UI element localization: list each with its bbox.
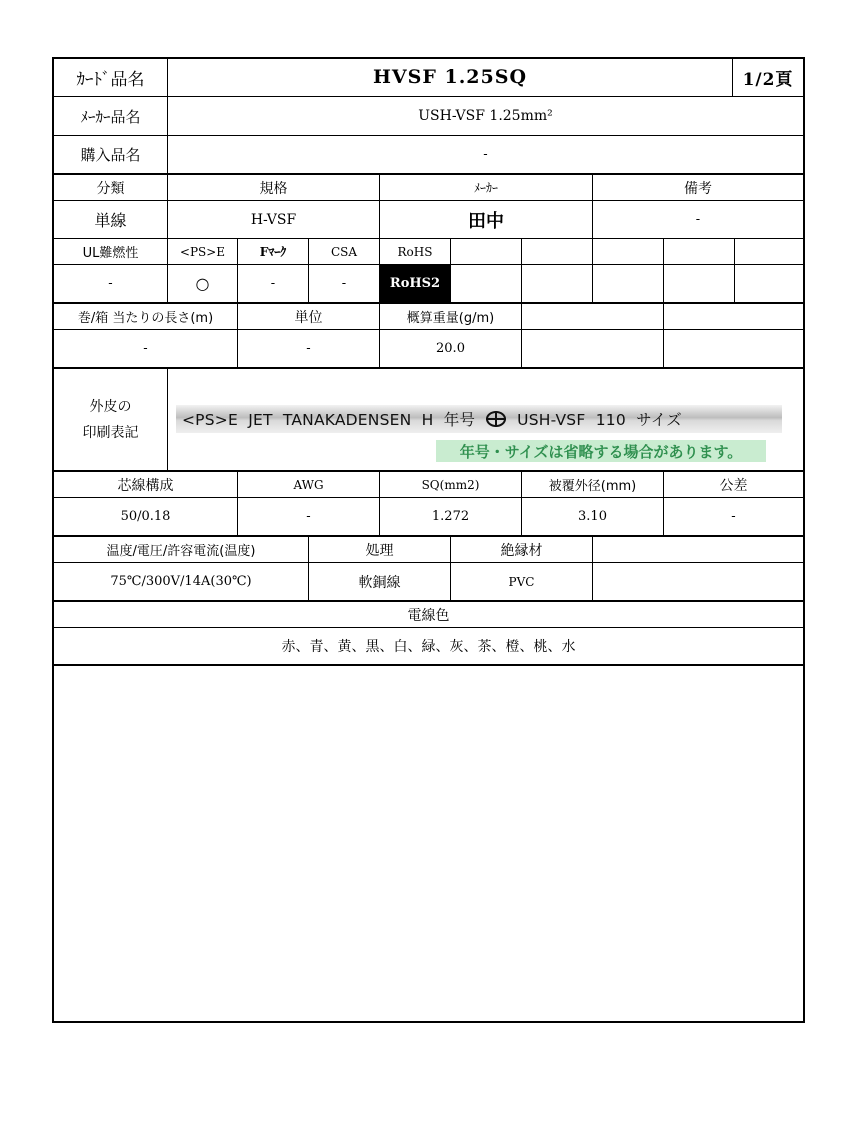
rating-header: 温度/電圧/許容電流(温度) xyxy=(106,544,256,559)
remarks-value: - xyxy=(695,212,701,227)
wire-color-header: 電線色 xyxy=(407,607,450,624)
print-marking-text-left: <PS>E JET TANAKADENSEN H 年号 xyxy=(182,411,476,429)
classification-header: 分類 xyxy=(96,180,125,197)
pse-value: ○ xyxy=(195,274,210,293)
weight-value: 20.0 xyxy=(436,341,465,356)
maker-name-label: ﾒｰｶｰ品名 xyxy=(80,107,141,126)
maker-name-value: USH-VSF 1.25mm² xyxy=(418,108,553,124)
unit-value: - xyxy=(306,341,311,356)
print-marking-label-line1: 外皮の xyxy=(89,398,132,415)
col-divider xyxy=(663,302,664,367)
insulation-value: PVC xyxy=(508,574,535,589)
tolerance-value: - xyxy=(731,509,736,524)
csa-value: - xyxy=(341,276,347,291)
col-divider xyxy=(734,238,735,302)
col-divider xyxy=(167,367,168,470)
notes-area xyxy=(54,666,803,1020)
outer-diameter-value: 3.10 xyxy=(578,509,607,524)
col-divider xyxy=(450,238,451,302)
length-value: - xyxy=(143,341,148,356)
rating-value: 75℃/300V/14A(30℃) xyxy=(110,574,252,589)
sq-header: SQ(mm2) xyxy=(421,477,480,492)
f-mark-header: Fﾏｰｸ xyxy=(259,245,287,259)
csa-header: CSA xyxy=(330,244,358,259)
print-marking-label xyxy=(54,369,167,470)
ul-flame-header: UL難燃性 xyxy=(82,246,139,261)
ul-flame-value: - xyxy=(108,276,113,291)
col-divider xyxy=(521,238,522,302)
rohs-badge: RoHS2 xyxy=(380,265,450,302)
card-name-value: HVSF 1.25SQ xyxy=(372,66,528,88)
remarks-header: 備考 xyxy=(684,180,712,197)
print-marking-note: 年号・サイズは省略する場合があります。 xyxy=(436,440,766,462)
pse-circle-mark-icon xyxy=(485,410,507,428)
maker-header: ﾒｰｶｰ xyxy=(473,181,498,195)
sq-value: 1.272 xyxy=(431,509,470,524)
standard-value: H-VSF xyxy=(250,211,297,228)
conductor-structure-value: 50/0.18 xyxy=(120,509,171,524)
rohs-header: RoHS xyxy=(397,244,433,259)
treatment-value: 軟銅線 xyxy=(358,574,401,591)
awg-value: - xyxy=(306,509,311,524)
purchase-name-value: - xyxy=(483,147,488,162)
unit-header: 単位 xyxy=(294,309,323,326)
card-name-label: ｶｰﾄﾞ品名 xyxy=(76,69,145,90)
col-divider xyxy=(592,238,593,302)
print-marking-strip xyxy=(176,405,782,433)
awg-header: AWG xyxy=(293,477,324,492)
maker-value: 田中 xyxy=(468,210,504,232)
tolerance-header: 公差 xyxy=(719,477,748,494)
page-number: 1/2頁 xyxy=(742,69,794,90)
f-mark-value: - xyxy=(270,276,276,291)
weight-header: 概算重量(g/m) xyxy=(406,311,495,326)
col-divider xyxy=(663,238,664,302)
insulation-header: 絶縁材 xyxy=(500,542,543,559)
length-header: 巻/箱 当たりの長さ(m) xyxy=(77,311,214,326)
treatment-header: 処理 xyxy=(365,542,394,559)
classification-value: 単線 xyxy=(94,211,127,230)
purchase-name-label: 購入品名 xyxy=(80,146,141,164)
print-marking-label-line2: 印刷表記 xyxy=(82,424,139,441)
col-divider xyxy=(592,535,593,600)
wire-color-value: 赤、青、黄、黒、白、緑、灰、茶、橙、桃、水 xyxy=(281,639,576,655)
conductor-structure-header: 芯線構成 xyxy=(117,477,174,494)
pse-header: <PS>E xyxy=(179,244,226,259)
print-marking-text-right: USH-VSF 110 サイズ xyxy=(517,411,683,429)
standard-header: 規格 xyxy=(259,180,288,197)
outer-diameter-header: 被覆外径(mm) xyxy=(548,479,637,494)
col-divider xyxy=(521,302,522,367)
